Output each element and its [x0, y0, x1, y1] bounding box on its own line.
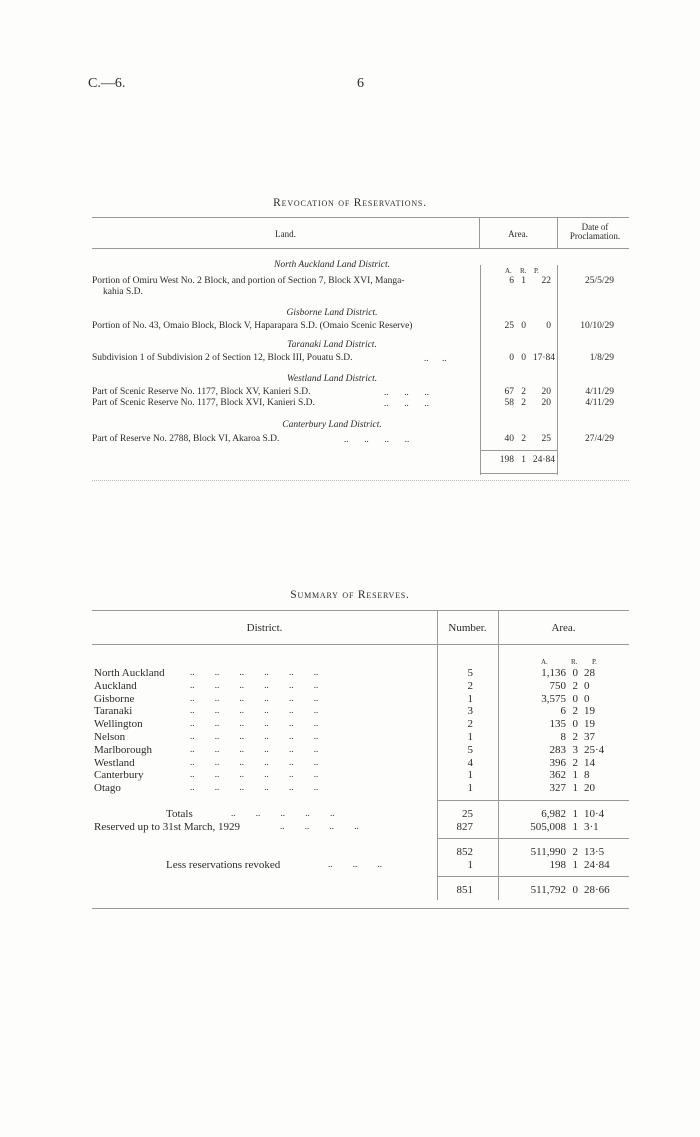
summary-number: 1: [467, 769, 473, 782]
totals-number: 25: [462, 808, 473, 820]
subtotal-acres: 511,990: [530, 846, 566, 858]
area-perches: 20: [541, 398, 551, 408]
summary-number: 3: [467, 705, 473, 718]
leader-dots: .. .. .. .. .. ..: [190, 756, 319, 767]
final-number: 851: [456, 884, 473, 896]
summary-district: Marlborough: [94, 743, 153, 756]
summary-number: 2: [467, 718, 473, 731]
summary-perches: 0: [584, 679, 590, 692]
proclamation-date: 4/11/29: [585, 387, 614, 397]
area-roods: 0: [521, 353, 526, 363]
revocation-top-rule: [92, 217, 629, 218]
subtotal-perches: 13·5: [584, 846, 605, 858]
proclamation-date: 27/4/29: [584, 434, 614, 444]
area-column-rule: [557, 265, 558, 475]
summary-perches: 8: [584, 769, 590, 782]
reserved-roods: 1: [572, 821, 578, 833]
subtotal-rule: [437, 838, 629, 839]
summary-perches: 28: [584, 667, 595, 679]
area-acres: 40: [504, 434, 514, 444]
summary-acres: 327: [549, 782, 566, 795]
summary-acres: 396: [549, 756, 566, 769]
revoked-number: 1: [467, 859, 473, 871]
land-description: Part of Reserve No. 2788, Block VI, Akaroa S.D.: [92, 434, 280, 444]
revocation-bottom-rule: [92, 480, 629, 481]
area-roods: 1: [521, 276, 526, 286]
revocation-title: Revocation of Reservations.: [273, 197, 427, 209]
summary-acres: 135: [549, 718, 566, 731]
summary-number: 1: [467, 782, 473, 795]
area-perches: 25: [541, 434, 551, 444]
area-acres: 25: [504, 321, 514, 331]
subtotal-roods: 2: [572, 846, 578, 858]
district-heading: Taranaki Land District.: [287, 340, 377, 350]
leader-dots: .. .. .. .. .. ..: [190, 731, 319, 741]
col-header-area: Area.: [508, 229, 528, 239]
proclamation-date: 10/10/29: [580, 321, 614, 331]
land-description: Part of Scenic Reserve No. 1177, Block XV, Kanieri S.D.: [92, 387, 311, 397]
leader-dots: .. .. .. .. .. ..: [190, 782, 319, 793]
leader-dots: .. .. .. .. .. ..: [190, 743, 319, 754]
summary-area-rule: [498, 610, 499, 900]
summary-roods: 0: [572, 667, 578, 679]
area-acres: 6: [509, 276, 514, 286]
final-rule: [437, 876, 629, 877]
total-rule: [480, 450, 557, 451]
totals-acres: 6,982: [541, 808, 566, 820]
district-heading: North Auckland Land District.: [274, 260, 390, 270]
area-roods: 2: [521, 387, 526, 397]
totals-rule: [437, 800, 629, 801]
summary-acres: 6: [560, 705, 566, 718]
totals-label: Totals: [166, 808, 193, 820]
document-reference: C.—6.: [88, 76, 126, 91]
land-description: Subdivision 1 of Subdivision 2 of Section 12, Block III, Pouatu S.D.: [92, 353, 353, 363]
area-perches: 17·84: [532, 353, 555, 363]
district-heading: Canterbury Land District.: [282, 420, 382, 430]
leader-dots: .. .. .. .. .. ..: [190, 769, 319, 780]
summary-district: Taranaki: [94, 705, 133, 718]
summary-roods: 1: [572, 782, 578, 795]
summary-roods: 0: [572, 718, 578, 731]
col-header-date: Date of Proclamation.: [569, 222, 621, 241]
district-heading: Westland Land District.: [286, 374, 378, 384]
area-roods: 2: [521, 434, 526, 444]
totals-perches: 10·4: [584, 808, 605, 820]
summary-roods: 2: [572, 756, 578, 769]
summary-number: 2: [467, 679, 473, 692]
summary-roods: 2: [572, 679, 578, 692]
area-column-rule: [480, 265, 481, 475]
subtotal-number: 852: [456, 846, 473, 858]
summary-perches: 0: [584, 692, 590, 705]
land-description: Portion of Omiru West No. 2 Block, and portion of Section 7, Block XVI, Manga-: [92, 276, 405, 286]
summary-number: 5: [467, 743, 473, 756]
summary-district: Auckland: [94, 679, 137, 692]
unit-acres: A.: [505, 267, 512, 275]
summary-perches: 19: [584, 705, 595, 718]
summary-top-rule: [92, 610, 629, 611]
reserved-perches: 3·1: [584, 821, 599, 833]
summary-roods: 2: [572, 705, 578, 718]
revoked-perches: 24·84: [584, 859, 610, 871]
revocation-header-rule: [92, 248, 629, 249]
proclamation-date: 4/11/29: [585, 398, 614, 408]
total-bottom-rule: [480, 473, 557, 474]
revoked-roods: 1: [572, 859, 578, 871]
unit-perches: P.: [534, 267, 539, 275]
page-number: 6: [357, 76, 364, 91]
area-acres: 0: [509, 353, 514, 363]
leader-dots: .. .. .. .. .. ..: [190, 705, 319, 716]
summary-acres: 1,136: [541, 667, 566, 679]
leader-dots: .. .. .. .. .. ..: [190, 667, 319, 677]
summary-acres: 750: [549, 679, 566, 692]
summary-district: North Auckland: [94, 667, 165, 679]
land-description: Portion of No. 43, Omaio Block, Block V, Haparapara S.D. (Omaio Scenic Reserve): [92, 321, 413, 331]
revoked-label: Less reservations revoked: [166, 859, 281, 871]
summary-district: Canterbury: [94, 769, 144, 782]
proclamation-date: 1/8/29: [589, 353, 614, 363]
district-heading: Gisborne Land District.: [286, 308, 378, 318]
area-perches: 20: [541, 387, 551, 397]
totals-roods: 1: [572, 808, 578, 820]
revoked-acres: 198: [549, 859, 566, 871]
summary-header-rule: [92, 644, 629, 645]
summary-number: 1: [467, 731, 473, 743]
area-perches: 22: [541, 276, 551, 286]
col-header-district: District.: [246, 622, 283, 634]
unit-roods: R.: [571, 658, 578, 666]
unit-perches: P.: [592, 658, 597, 666]
land-description-cont: kahia S.D.: [103, 287, 143, 297]
col-header-land: Land.: [275, 229, 296, 239]
reserved-number: 827: [456, 821, 473, 833]
summary-district: Wellington: [94, 718, 143, 731]
summary-district: Otago: [94, 782, 121, 795]
area-roods: 2: [521, 398, 526, 408]
col-header-number: Number.: [448, 622, 487, 634]
summary-acres: 362: [549, 769, 566, 782]
summary-perches: 37: [584, 731, 595, 743]
summary-acres: 8: [560, 731, 566, 743]
area-acres: 58: [504, 398, 514, 408]
summary-district: Westland: [94, 756, 135, 769]
leader-dots: .. .. .. .. .. ..: [190, 679, 319, 690]
summary-number: 5: [467, 667, 473, 679]
summary-district: Gisborne: [94, 692, 135, 705]
area-roods: 0: [521, 321, 526, 331]
leader-dots: .. .. .. .. .. ..: [190, 692, 319, 703]
summary-perches: 14: [584, 756, 595, 769]
summary-acres: 283: [549, 743, 566, 756]
summary-bottom-rule: [92, 908, 629, 909]
leader-dots: .. .. .. .. .. ..: [190, 718, 319, 729]
final-roods: 0: [572, 884, 578, 896]
total-acres: 198: [499, 455, 514, 465]
proclamation-date: 25/5/29: [584, 276, 614, 286]
summary-perches: 25·4: [584, 743, 605, 756]
summary-district: Nelson: [94, 731, 126, 743]
summary-roods: 0: [572, 692, 578, 705]
revocation-divider: [557, 217, 558, 248]
land-description: Part of Scenic Reserve No. 1177, Block XVI, Kanieri S.D.: [92, 398, 315, 408]
unit-roods: R.: [520, 267, 527, 275]
reserved-acres: 505,008: [530, 821, 566, 833]
area-perches: 0: [546, 321, 551, 331]
total-roods: 1: [521, 455, 526, 465]
summary-number: 4: [467, 756, 473, 769]
unit-acres: A.: [541, 658, 548, 666]
summary-perches: 19: [584, 718, 595, 731]
summary-roods: 3: [572, 743, 578, 756]
summary-perches: 20: [584, 782, 595, 795]
summary-roods: 1: [572, 769, 578, 782]
final-perches: 28·66: [584, 884, 610, 896]
total-perches: 24·84: [532, 455, 555, 465]
summary-title: Summary of Reserves.: [290, 589, 410, 601]
col-header-area: Area.: [551, 622, 576, 634]
summary-roods: 2: [572, 731, 578, 743]
area-acres: 67: [504, 387, 514, 397]
final-acres: 511,792: [530, 884, 566, 896]
reserved-label: Reserved up to 31st March, 1929: [94, 821, 241, 833]
summary-acres: 3,575: [541, 692, 566, 705]
summary-number: 1: [467, 692, 473, 705]
